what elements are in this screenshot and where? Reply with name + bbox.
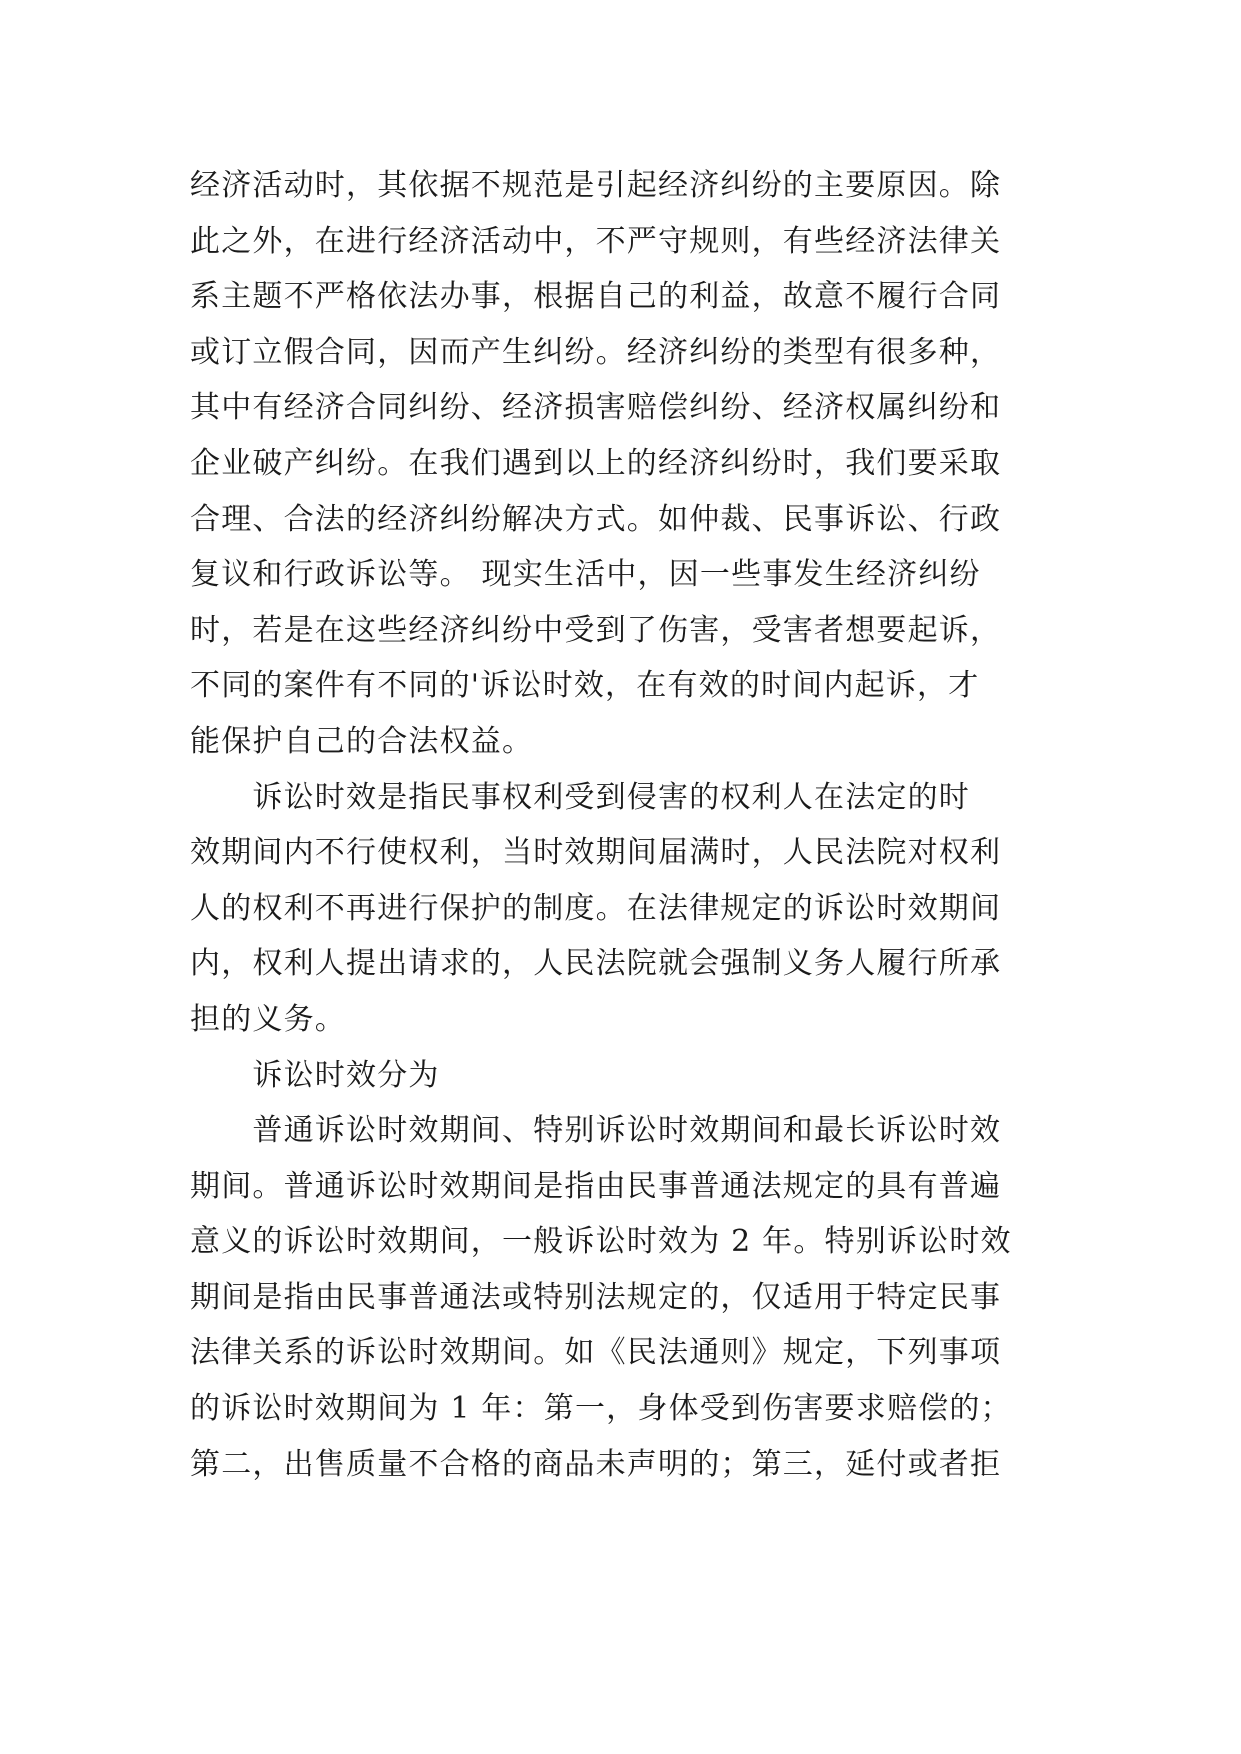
text-line: 能保护自己的合法权益。 [190,723,534,759]
text-line: 的诉讼时效期间为 1 年：第一，身体受到伤害要求赔偿的； [190,1391,1012,1427]
text-line: 效期间内不行使权利，当时效期间届满时，人民法院对权利 [190,835,1002,871]
text-line: 普通诉讼时效期间、特别诉讼时效期间和最长诉讼时效 [190,1113,1002,1149]
document-body [190,158,1070,1492]
text-line: 诉讼时效是指民事权利受到侵害的权利人在法定的时 [190,779,970,815]
text-line: 人的权利不再进行保护的制度。在法律规定的诉讼时效期间 [190,890,1002,926]
text-line: 担的义务。 [190,1001,346,1037]
text-line: 不同的案件有不同的'诉讼时效，在有效的时间内起诉，才 [190,668,980,704]
text-line: 复议和行政诉讼等。 现实生活中，因一些事发生经济纠纷 [190,557,981,593]
text-line: 期间。普通诉讼时效期间是指由民事普通法规定的具有普遍 [190,1168,1002,1204]
text-line: 或订立假合同，因而产生纠纷。经济纠纷的类型有很多种， [190,334,1002,370]
text-line: 经济活动时，其依据不规范是引起经济纠纷的主要原因。除 [190,168,1002,203]
text-line: 第二，出售质量不合格的商品未声明的；第三，延付或者拒 [190,1446,1002,1482]
text-line: 合理、合法的经济纠纷解决方式。如仲裁、民事诉讼、行政 [190,501,1002,537]
text-line: 此之外，在进行经济活动中，不严守规则，有些经济法律关 [190,223,1002,259]
text-line: 内，权利人提出请求的，人民法院就会强制义务人履行所承 [190,946,1002,982]
text-line: 其中有经济合同纠纷、经济损害赔偿纠纷、经济权属纠纷和 [190,390,1002,426]
text-line: 意义的诉讼时效期间，一般诉讼时效为 2 年。特别诉讼时效 [190,1224,1012,1260]
text-line: 企业破产纠纷。在我们遇到以上的经济纠纷时，我们要采取 [190,445,1002,481]
section-heading: 诉讼时效分为 [190,1057,440,1093]
text-line: 期间是指由民事普通法或特别法规定的，仅适用于特定民事 [190,1279,1002,1315]
text-line: 时，若是在这些经济纠纷中受到了伤害，受害者想要起诉， [190,612,1002,648]
text-line: 法律关系的诉讼时效期间。如《民法通则》规定，下列事项 [190,1335,1002,1371]
text-line: 系主题不严格依法办事，根据自己的利益，故意不履行合同 [190,279,1002,315]
